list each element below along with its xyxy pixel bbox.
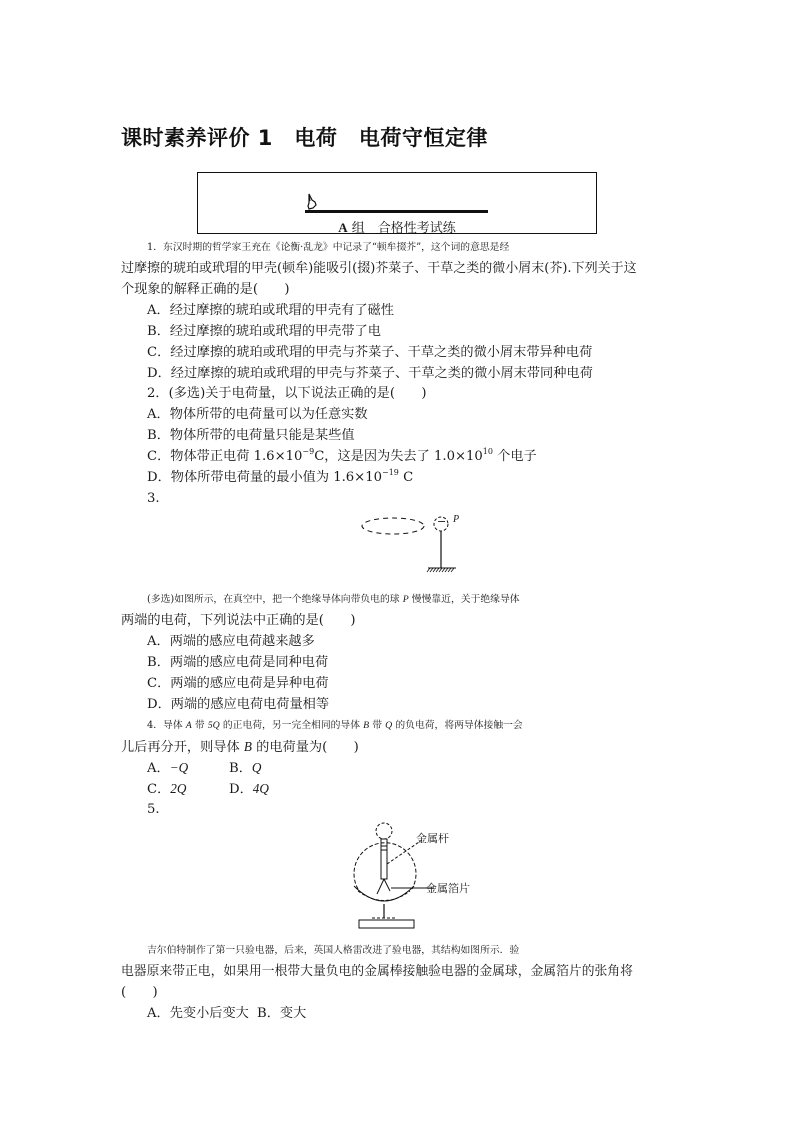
- q3-stem-post: 慢慢靠近，关于绝缘导体: [408, 594, 520, 605]
- q4-l1-a: 4．导体: [147, 720, 186, 731]
- q1-option-c: C．经过摩擦的琥珀或玳瑁的甲壳与芥菜子、干草之类的微小屑末带异种电荷: [147, 345, 593, 360]
- label-metal-rod: 金属杆: [416, 832, 449, 845]
- q4-var-a: A: [185, 720, 192, 731]
- q1-option-a: A．经过摩擦的琥珀或玳瑁的甲壳有了磁性: [147, 303, 394, 318]
- q2-c-exp1: −9: [302, 447, 315, 456]
- q5-options-row: [121, 1004, 637, 1024]
- q2-option-d: [121, 468, 637, 488]
- page-title: 课时素养评价 1 电荷 电荷守恒定律: [121, 126, 488, 150]
- q4-d-label: D．: [229, 782, 253, 797]
- q4-option-b: [229, 761, 261, 776]
- q4-var-b: B: [363, 720, 370, 731]
- q2-d-exp: −19: [382, 468, 399, 477]
- q2-stem: 2．(多选)关于电荷量，以下说法正确的是( ): [147, 386, 427, 401]
- q4-var-5q: 5Q: [207, 720, 220, 731]
- q4-option-c: [147, 779, 229, 800]
- q4-l1-e: 的负电荷，将两导体接触一会: [392, 720, 523, 731]
- q5-option-b: B．变大: [257, 1006, 307, 1021]
- q3-stem-var: P: [402, 594, 409, 605]
- q4-stem-line-1: [121, 716, 663, 736]
- label-metal-foil: 金属箔片: [426, 882, 470, 895]
- q1-stem-line-1: 1．东汉时期的哲学家王充在《论衡·乱龙》中记录了“顿牟掇芥”，这个词的意思是经: [147, 242, 510, 253]
- q4-var-q: Q: [385, 720, 393, 731]
- q2-c-post: 个电子: [492, 449, 537, 464]
- q4-stem-line-2: [121, 737, 637, 758]
- q4-l2-var-b: B: [243, 739, 252, 754]
- q2-option-b: B．物体所带的电荷量只能是某些值: [147, 428, 355, 443]
- ball-label-p: P: [453, 514, 460, 525]
- q4-d-val: 4Q: [252, 781, 269, 796]
- q2-d-pre: D．物体所带电荷量的最小值为 1.6×10: [147, 470, 383, 485]
- q1-stem-line-2: 过摩擦的琥珀或玳瑁的甲壳(顿牟)能吸引(掇)芥菜子、干草之类的微小屑末(芥).下列关于这: [121, 261, 637, 276]
- q2-c-pre: C．物体带正电荷 1.6×10: [147, 449, 303, 464]
- q4-a-val: −Q: [169, 760, 189, 775]
- section-group: A: [338, 220, 348, 235]
- q4-c-val: 2Q: [170, 781, 187, 796]
- q3-stem-line-2: 两端的电荷，下列说法中正确的是( ): [121, 613, 356, 628]
- q3-stem-line-1: [121, 590, 663, 610]
- q4-b-val: Q: [251, 760, 262, 775]
- q5-stem-line-1: 吉尔伯特制作了第一只验电器，后来，英国人格雷改进了验电器，其结构如图所示．验: [147, 945, 520, 956]
- q3-option-d: D．两端的感应电荷电荷量相等: [147, 697, 330, 712]
- q2-option-a: A．物体所带的电荷量可以为任意实数: [147, 407, 368, 422]
- q4-a-label: A．: [147, 761, 170, 776]
- q4-b-label: B．: [229, 761, 252, 776]
- insulated-conductor: [362, 518, 424, 534]
- q4-option-a: [147, 758, 229, 779]
- q4-options-row-1: [121, 758, 637, 779]
- q3-figure: [358, 510, 468, 576]
- q2-d-post: C: [398, 470, 414, 485]
- q4-l1-c: 的正电荷，另一完全相同的导体: [219, 720, 364, 731]
- q1-option-b: B．经过摩擦的琥珀或玳瑁的甲壳带了电: [147, 324, 381, 339]
- q4-l1-d: 带: [369, 720, 386, 731]
- q3-stem-pre: (多选)如图所示，在真空中，把一个绝缘导体向带负电的球: [147, 594, 403, 605]
- q1-option-d: D．经过摩擦的琥珀或玳瑁的甲壳与芥菜子、干草之类的微小屑末带同种电荷: [147, 366, 593, 381]
- q5-stem-line-3: ( ): [121, 985, 158, 1000]
- q4-options-row-2: [121, 779, 637, 800]
- q1-stem-line-3: 个现象的解释正确的是( ): [121, 282, 290, 297]
- ball-sign: −: [437, 515, 447, 528]
- section-label: [198, 217, 596, 236]
- section-label-text: 组 合格性考试练: [351, 221, 456, 236]
- q5-option-a: A．先变小后变大: [147, 1006, 249, 1021]
- q5-stem-line-2: 电器原来带正电，如果用一根带大量负电的金属棒接触验电器的金属球，金属箔片的张角将: [121, 964, 633, 979]
- q4-option-d: [229, 782, 269, 797]
- q4-l1-b: 带: [191, 720, 208, 731]
- q3-option-b: B．两端的感应电荷是同种电荷: [147, 655, 329, 670]
- q4-l2-b: 的电荷量为( ): [251, 740, 359, 755]
- q2-c-mid: C，这是因为失去了 1.0×10: [314, 449, 483, 464]
- q3-option-c: C．两端的感应电荷是异种电荷: [147, 676, 329, 691]
- q2-c-exp2: 10: [482, 447, 493, 456]
- section-header-box: [197, 172, 597, 234]
- q3-number: 3.: [147, 491, 160, 506]
- q3-option-a: A．两端的感应电荷越来越多: [147, 634, 315, 649]
- q5-number: 5.: [147, 802, 160, 817]
- q5-electroscope-figure: [344, 820, 494, 935]
- q2-option-c: [121, 447, 637, 467]
- q4-l2-a: 儿后再分开，则导体: [121, 740, 244, 755]
- q4-c-label: C．: [147, 782, 171, 797]
- section-underline: [305, 210, 488, 213]
